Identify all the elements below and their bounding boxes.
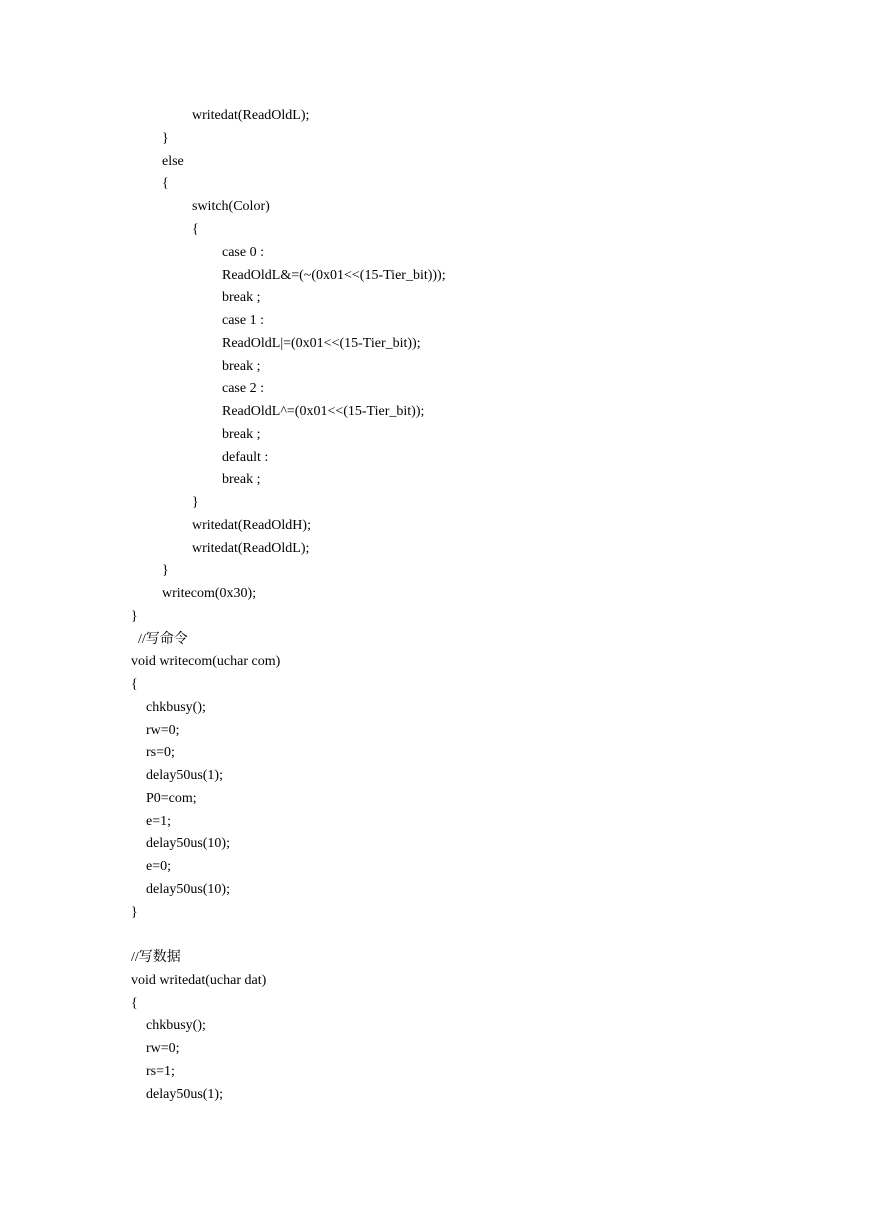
code-line: rw=0; <box>146 723 180 738</box>
code-line: writedat(ReadOldL); <box>192 541 310 556</box>
code-line: } <box>131 609 138 624</box>
code-line: { <box>131 996 138 1011</box>
code-line: ReadOldL^=(0x01<<(15-Tier_bit)); <box>222 404 425 419</box>
code-line: ReadOldL&=(~(0x01<<(15-Tier_bit))); <box>222 268 446 283</box>
code-line: P0=com; <box>146 791 197 806</box>
code-line: break ; <box>222 427 261 442</box>
code-line: rs=0; <box>146 745 175 760</box>
code-line: e=1; <box>146 814 171 829</box>
code-line: rs=1; <box>146 1064 175 1079</box>
code-line: rw=0; <box>146 1041 180 1056</box>
code-line: } <box>162 563 169 578</box>
code-line: case 2 : <box>222 381 264 396</box>
code-line: delay50us(10); <box>146 882 230 897</box>
code-line: { <box>162 176 169 191</box>
function-signature: void writecom(uchar com) <box>131 654 281 669</box>
code-line: break ; <box>222 359 261 374</box>
code-line: chkbusy(); <box>146 700 206 715</box>
code-line: ReadOldL|=(0x01<<(15-Tier_bit)); <box>222 336 421 351</box>
code-line: } <box>131 905 138 920</box>
function-signature: void writedat(uchar dat) <box>131 973 267 988</box>
code-line: else <box>162 154 184 169</box>
code-line: writecom(0x30); <box>162 586 257 601</box>
code-line: switch(Color) <box>192 199 270 214</box>
code-line: case 1 : <box>222 313 264 328</box>
code-line: default : <box>222 450 269 465</box>
code-line: } <box>192 495 199 510</box>
code-comment: //写数据 <box>131 950 181 965</box>
code-line: delay50us(10); <box>146 836 230 851</box>
code-line: delay50us(1); <box>146 1087 223 1102</box>
code-line: { <box>131 677 138 692</box>
code-line: delay50us(1); <box>146 768 223 783</box>
code-comment: //写命令 <box>138 632 188 647</box>
code-line: chkbusy(); <box>146 1018 206 1033</box>
code-line: case 0 : <box>222 245 264 260</box>
code-line: e=0; <box>146 859 171 874</box>
code-line: writedat(ReadOldH); <box>192 518 311 533</box>
code-line: writedat(ReadOldL); <box>192 108 310 123</box>
code-line: break ; <box>222 290 261 305</box>
code-line: } <box>162 131 169 146</box>
code-line: break ; <box>222 472 261 487</box>
code-line: { <box>192 222 199 237</box>
